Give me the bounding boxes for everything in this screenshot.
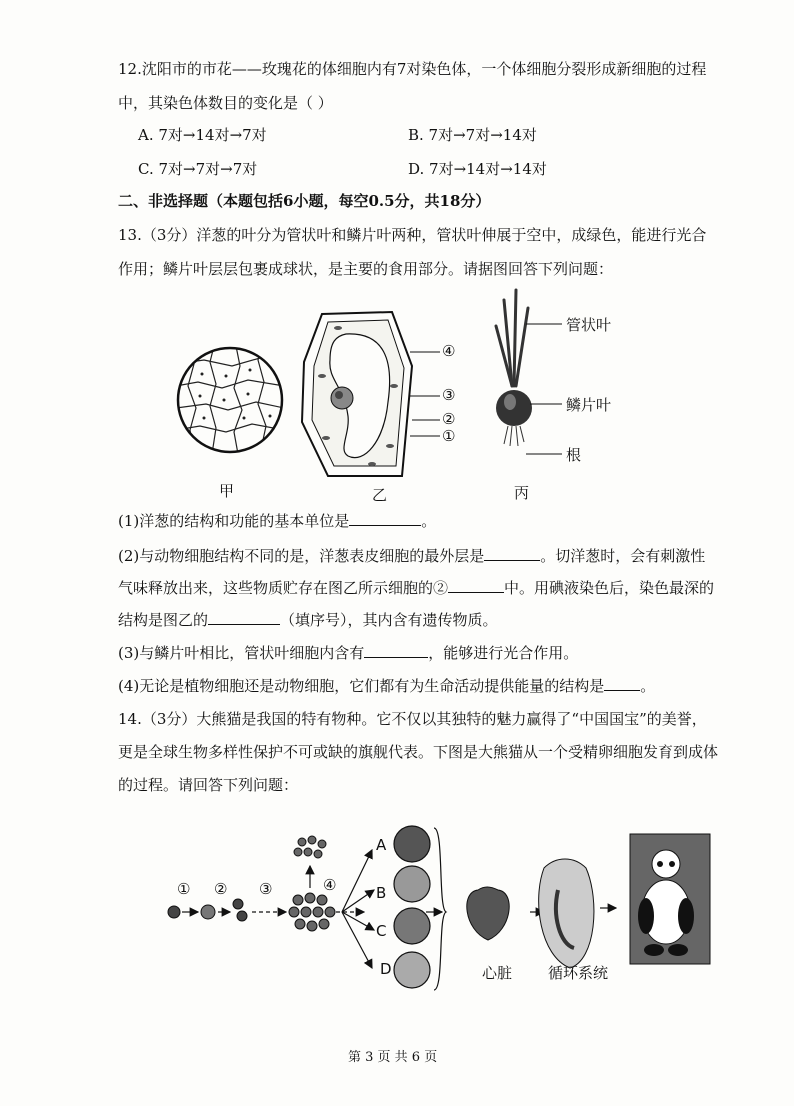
q13-stem-line1: 13.（3分）洋葱的叶分为管状叶和鳞片叶两种，管状叶伸展于空中，成绿色，能进行光合 (118, 226, 707, 244)
q12-option-c: C. 7对→7对→7对 (138, 160, 258, 178)
label-heart: 心脏 (482, 964, 513, 982)
q14-stem-line3: 的过程。请回答下列问题： (118, 776, 299, 794)
caption-bing: 丙 (514, 484, 530, 502)
q14-stem-line1: 14.（3分）大熊猫是我国的特有物种。它不仅以其独特的魅力赢得了“中国国宝”的美誉， (118, 710, 707, 728)
label-circulatory-system: 循环系统 (548, 964, 609, 982)
label-tubular-leaf: 管状叶 (566, 316, 612, 334)
tissue-c: C (376, 922, 387, 940)
label-4: ④ (442, 342, 456, 360)
step-1: ① (177, 880, 191, 898)
q12-stem-line2: 中，其染色体数目的变化是（ ） (118, 94, 333, 112)
caption-yi: 乙 (372, 486, 388, 504)
q13-sub3: (3)与鳞片叶相比，管状叶细胞内含有 ，能够进行光合作用。 (118, 644, 579, 662)
tissue-d: D (380, 960, 392, 978)
page-number: 第 3 页 共 6 页 (348, 1050, 438, 1065)
q12-option-a: A. 7对→14对→7对 (138, 126, 267, 144)
q14-stem-line2: 更是全球生物多样性保护不可或缺的旗舰代表。下图是大熊猫从一个受精卵细胞发育到成体 (118, 743, 719, 761)
answer-blank[interactable] (208, 610, 280, 625)
caption-jia: 甲 (219, 482, 235, 500)
answer-blank[interactable] (604, 676, 640, 691)
q13-sub1: (1)洋葱的结构和功能的基本单位是 。 (118, 512, 437, 530)
q13-sub2-line3: 结构是图乙的 （填序号），其内含有遗传物质。 (118, 611, 498, 629)
q12-stem-line1: 12.沈阳市的市花——玫瑰花的体细胞内有7对染色体，一个体细胞分裂形成新细胞的过程 (118, 60, 707, 78)
q12-option-d: D. 7对→14对→14对 (408, 160, 547, 178)
q13-sub2-line2: 气味释放出来，这些物质贮存在图乙所示细胞的② 中。用碘液染色后，染色最深的 (118, 579, 715, 597)
plant-pointer-lines (526, 310, 566, 470)
answer-blank[interactable] (484, 546, 540, 561)
onion-epidermis-figure (176, 346, 284, 454)
section-title: 二、非选择题（本题包括6小题，每空0.5分，共18分） (118, 192, 491, 210)
answer-blank[interactable] (448, 578, 504, 593)
answer-blank[interactable] (364, 643, 428, 658)
step-2: ② (214, 880, 228, 898)
label-scale-leaf: 鳞片叶 (566, 396, 612, 414)
q13-stem-line2: 作用；鳞片叶层层包裹成球状，是主要的食用部分。请据图回答下列问题： (118, 260, 614, 278)
q13-sub2-line1: (2)与动物细胞结构不同的是，洋葱表皮细胞的最外层是 。切洋葱时，会有刺激性 (118, 547, 706, 565)
step-3: ③ (259, 880, 273, 898)
q12-option-b: B. 7对→7对→14对 (408, 126, 537, 144)
label-3: ③ (442, 386, 456, 404)
onion-cell-figure (298, 306, 416, 482)
step-4: ④ (323, 876, 337, 894)
panda-development-figure (160, 820, 720, 1000)
label-2: ② (442, 410, 456, 428)
cell-pointer-lines (410, 340, 470, 450)
answer-blank[interactable] (349, 511, 421, 526)
tissue-a: A (376, 836, 387, 854)
label-root: 根 (566, 446, 582, 464)
tissue-b: B (376, 884, 387, 902)
q13-sub4: (4)无论是植物细胞还是动物细胞，它们都有为生命活动提供能量的结构是 。 (118, 677, 656, 695)
label-1: ① (442, 427, 456, 445)
